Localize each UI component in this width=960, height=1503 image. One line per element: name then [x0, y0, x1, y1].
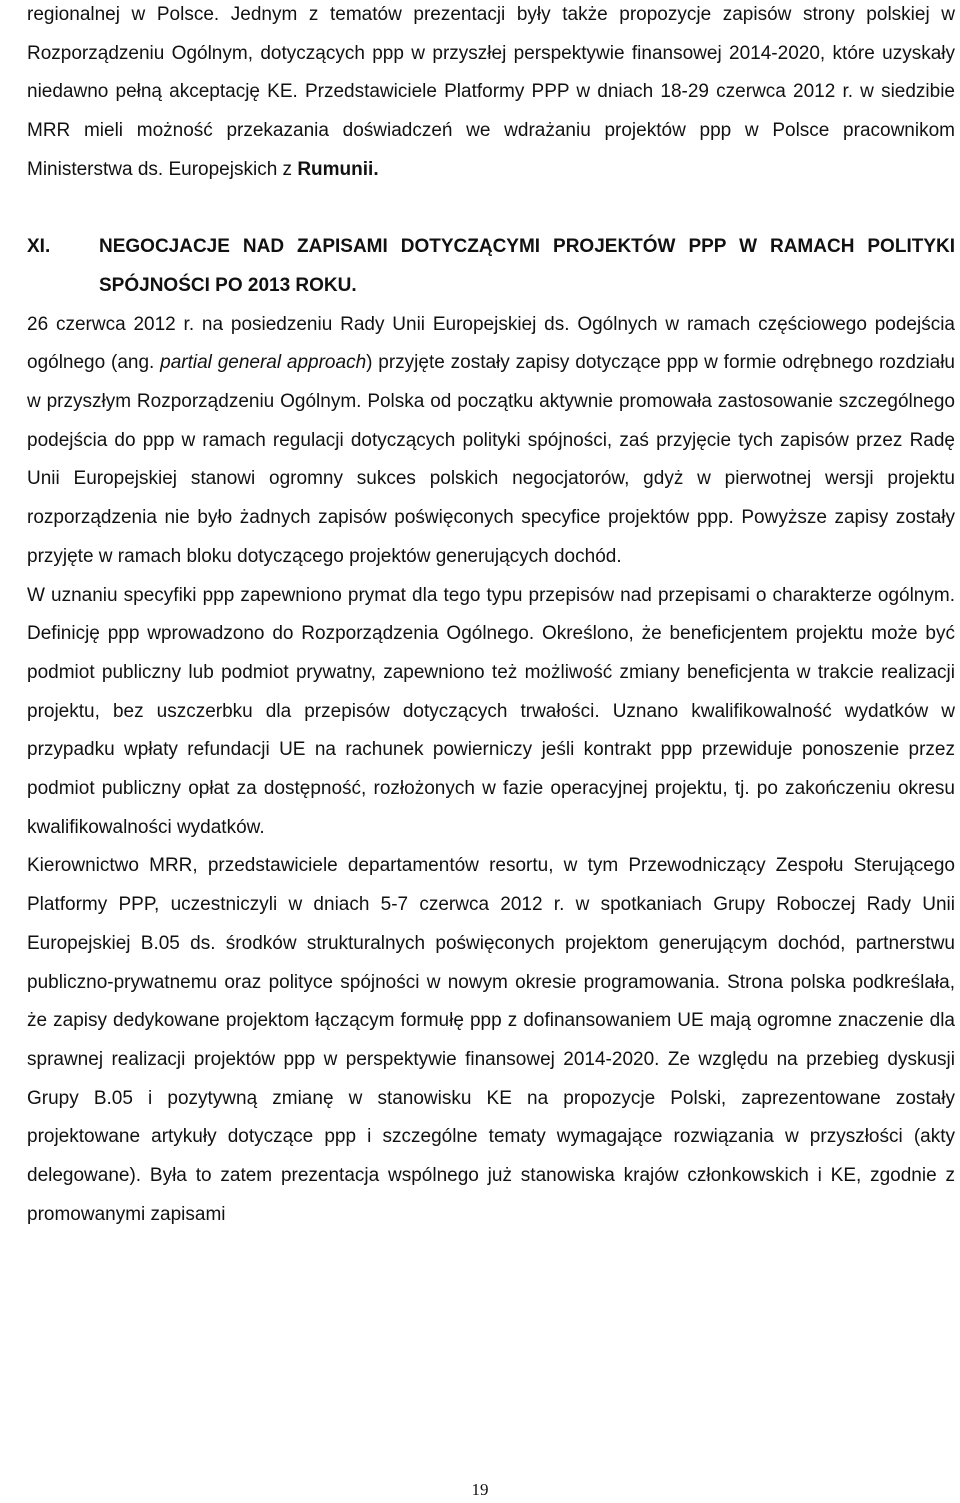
intro-paragraph: [27, 0, 955, 190]
section-number: XI.: [27, 236, 51, 258]
section-title: NEGOCJACJE NAD ZAPISAMI DOTYCZĄCYMI PROJEKTÓW PPP W RAMACH POLITYKI SPÓJNOŚCI PO 2013 ROKU.: [99, 236, 955, 296]
body-paragraph-1-part-b: ) przyjęte zostały zapisy dotyczące ppp w formie odrębnego rozdziału w przyszłym Rozporządzeniu Ogólnym. Polska od początku aktywnie promowała zastosowanie szczególnego podejścia do ppp w ramach regulacji dotyczących polityki spójności, zaś przyjęcie tych zapisów przez Radę Unii Europejskiej stanowi ogromny sukces polskich negocjatorów, gdyż w pierwotnej wersji projektu rozporządzenia nie było żadnych zapisów poświęconych specyfice projektów ppp. Powyższe zapisy zostały przyjęte w ramach bloku dotyczącego projektów generujących dochód.: [27, 352, 955, 567]
body-paragraph-3: Kierownictwo MRR, przedstawiciele departamentów resortu, w tym Przewodniczący Zespołu Sterującego Platformy PPP, uczestniczyli w dniach 5-7 czerwca 2012 r. w spotkaniach Grupy Roboczej Rady Unii Europejskiej B.05 ds. środków strukturalnych poświęconych projektom generującym dochód, partnerstwu publiczno-prywatnemu oraz polityce spójności w nowym okresie programowania. Strona polska podkreślała, że zapisy dedykowane projektom łączącym formułę ppp z dofinansowaniem UE mają ogromne znaczenie dla sprawnej realizacji projektów ppp w perspektywie finansowej 2014-2020. Ze względu na przebieg dyskusji Grupy B.05 i pozytywną zmianę w stanowisku KE na propozycje Polski, zaprezentowane zostały projektowane artykuły dotyczące ppp i szczególne tematy wymagające rozwiązania w przyszłości (akty delegowane). Była to zatem prezentacja wspólnego już stanowiska krajów członkowskich i KE, zgodnie z promowanymi zapisami: [27, 855, 955, 1225]
intro-bold-text: Rumunii.: [297, 158, 379, 180]
body-paragraph-1-italic: partial general approach: [160, 352, 367, 374]
page-number: 19: [471, 1480, 489, 1499]
intro-text: regionalnej w Polsce. Jednym z tematów prezentacji były także propozycje zapisów strony polskiej w Rozporządzeniu Ogólnym, dotyczących ppp w przyszłej perspektywie finansowej 2014-2020, które uzyskały niedawno pełną akceptację KE. Przedstawiciele Platformy PPP w dniach 18-29 czerwca 2012 r. w siedzibie MRR mieli możność przekazania doświadczeń we wdrażaniu projektów ppp w Polsce pracownikom Ministerstwa ds. Europejskich z: [27, 4, 955, 180]
body-paragraph-2: W uznaniu specyfiki ppp zapewniono prymat dla tego typu przepisów nad przepisami o charakterze ogólnym. Definicję ppp wprowadzono do Rozporządzenia Ogólnego. Określono, że beneficjentem projektu może być podmiot publiczny lub podmiot prywatny, zapewniono też możliwość zmiany beneficjenta w trakcie realizacji projektu, bez uszczerbku dla przepisów dotyczących trwałości. Uznano kwalifikowalność wydatków w przypadku wpłaty refundacji UE na rachunek powierniczy jeśli kontrakt ppp przewiduje ponoszenie przez podmiot publiczny opłat za dostępność, rozłożonych w fazie operacyjnej projektu, tj. po zakończeniu okresu kwalifikowalności wydatków.: [27, 584, 955, 838]
section-heading: [27, 228, 955, 305]
document-page: [27, 0, 955, 1234]
body-paragraph-1: [27, 306, 955, 577]
body-paragraph-1-part-a: 26 czerwca 2012 r. na posiedzeniu Rady Unii Europejskiej ds. Ogólnych w ramach częściowego podejścia ogólnego (ang.: [27, 313, 955, 374]
spacer: [27, 190, 955, 229]
